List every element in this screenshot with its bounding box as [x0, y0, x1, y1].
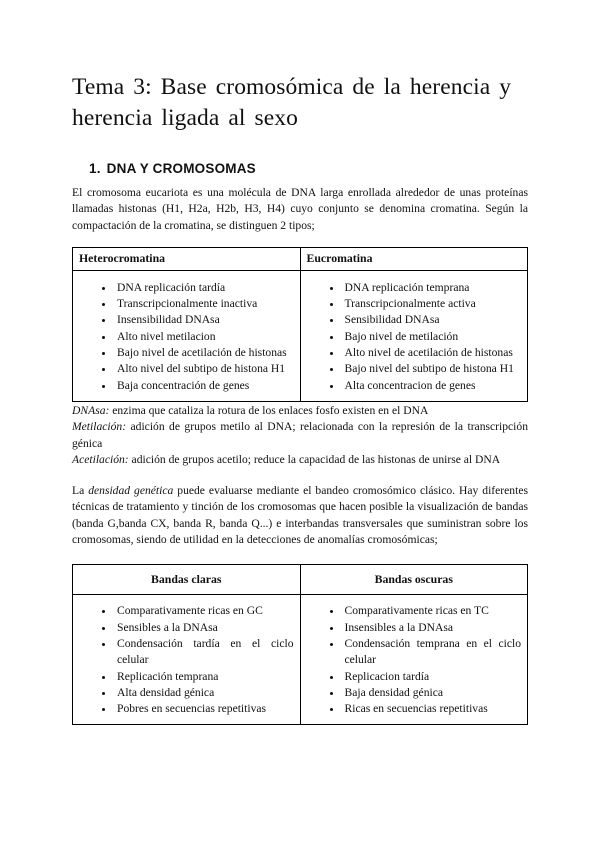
bandas-oscuras-list [307, 603, 522, 717]
header-bandas-oscuras: Bandas oscuras [300, 565, 528, 595]
definition-text: adición de grupos acetilo; reduce la capacidad de las histonas de unirse al DNA [128, 452, 501, 466]
list-item: • Comparativamente ricas en GC [115, 603, 294, 619]
list-item: • Bajo nivel de metilación [343, 329, 522, 345]
density-after: puede evaluarse mediante el bandeo cromosómico clásico. Hay diferentes técnicas de tratamiento y tinción de los cromosomas que hacen posible la visualización de bandas (banda G,banda CX, banda R, banda Q...) e interbandas transversales que suministran sobre los cromosomas, siendo de utilidad en la detecciones de anomalías cromosómicas; [72, 484, 528, 547]
list-item: • Alto nivel del subtipo de histona H1 [115, 361, 294, 377]
list-item: • DNA replicación temprana [343, 280, 522, 296]
bandas-oscuras-cell [300, 595, 528, 725]
section-title: DNA Y CROMOSOMAS [106, 161, 256, 176]
bands-table [72, 564, 528, 725]
eucromatina-cell [300, 270, 528, 401]
header-heterocromatina: Heterocromatina [73, 247, 301, 270]
list-item: • Transcripcionalmente activa [343, 296, 522, 312]
list-item: • Sensibilidad DNAsa [343, 312, 522, 328]
list-item: • Alta densidad génica [115, 685, 294, 701]
definition-term: Metilación: [72, 420, 127, 434]
density-paragraph [72, 483, 528, 548]
list-item: • Transcripcionalmente inactiva [115, 296, 294, 312]
definitions [72, 403, 528, 468]
definition-text: enzima que cataliza la rotura de los enlaces fosfo existen en el DNA [109, 403, 429, 417]
definition-metilacion [72, 419, 528, 452]
definition-term: Acetilación: [72, 452, 129, 466]
header-bandas-claras: Bandas claras [73, 565, 301, 595]
list-item: • Sensibles a la DNAsa [115, 620, 294, 636]
list-item: • Comparativamente ricas en TC [343, 603, 522, 619]
list-item: • Condensación tardía en el ciclo celular [115, 636, 294, 669]
list-item: • DNA replicación tardía [115, 280, 294, 296]
section-heading [89, 161, 528, 176]
bandas-claras-cell [73, 595, 301, 725]
chromatin-table [72, 247, 528, 402]
definition-dnasa [72, 403, 528, 419]
eucromatina-list [307, 280, 522, 394]
heterocromatina-cell [73, 270, 301, 401]
list-item: • Alto nivel de acetilación de histonas [343, 345, 522, 361]
intro-paragraph: El cromosoma eucariota es una molécula de DNA larga enrollada alrededor de unas proteínas llamadas histonas (H1, H2a, H2b, H3, H4) cuyo conjunto se denomina cromatina. Según la compactación de la cromatina, se distinguen 2 tipos; [72, 186, 528, 232]
list-item: • Replicación temprana [115, 669, 294, 685]
list-item: • Insensibilidad DNAsa [115, 312, 294, 328]
list-item: • Bajo nivel de acetilación de histonas [115, 345, 294, 361]
definition-text: adición de grupos metilo al DNA; relacionada con la represión de la transcripción génica [72, 420, 528, 450]
list-item: • Alta concentracion de genes [343, 378, 522, 394]
list-item: • Baja densidad génica [343, 685, 522, 701]
header-eucromatina: Eucromatina [300, 247, 528, 270]
heterocromatina-list [79, 280, 294, 394]
list-item: • Condensación temprana en el ciclo celular [343, 636, 522, 669]
density-term: densidad genética [88, 484, 174, 498]
bandas-claras-list [79, 603, 294, 717]
list-item: • Ricas en secuencias repetitivas [343, 701, 522, 717]
definition-term: DNAsa: [72, 403, 110, 417]
page-title: Tema 3: Base cromosómica de la herencia y herencia ligada al sexo [72, 74, 512, 131]
definition-acetilacion [72, 452, 528, 468]
list-item: • Insensibles a la DNAsa [343, 620, 522, 636]
list-item: • Replicacion tardía [343, 669, 522, 685]
document-page [72, 72, 528, 725]
list-item: • Baja concentración de genes [115, 378, 294, 394]
list-item: • Alto nivel metilacion [115, 329, 294, 345]
section-number: 1. [89, 161, 101, 176]
density-before: La [72, 484, 89, 498]
list-item: • Pobres en secuencias repetitivas [115, 701, 294, 717]
list-item: • Bajo nivel del subtipo de histona H1 [343, 361, 522, 377]
